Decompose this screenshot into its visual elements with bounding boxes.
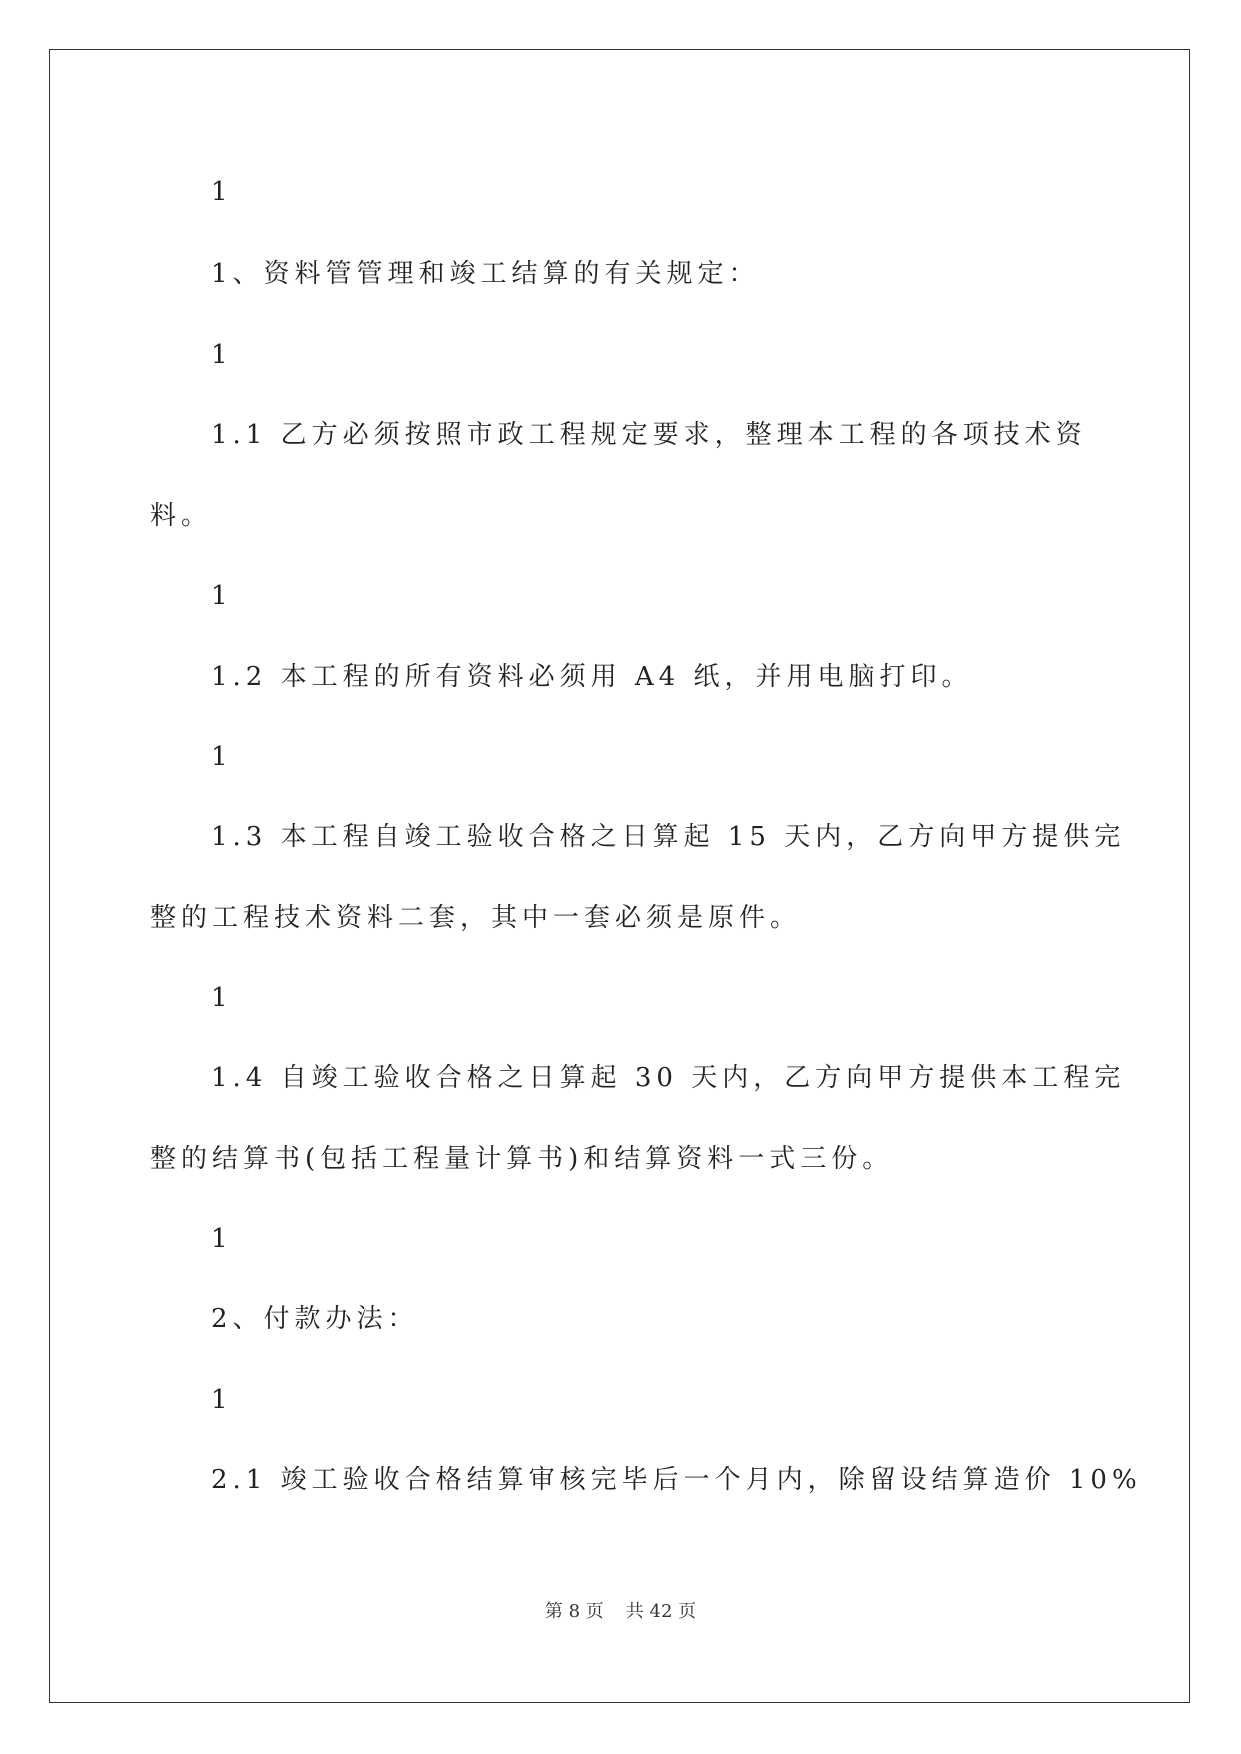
page-number-total: 共 42 页 bbox=[625, 1601, 697, 1622]
paragraph-text: 1.1 乙方必须按照市政工程规定要求，整理本工程的各项技术资 bbox=[211, 420, 1087, 450]
page-footer bbox=[0, 1600, 1241, 1624]
paragraph-marker: 1 bbox=[211, 177, 233, 207]
paragraph-text: 整的结算书(包括工程量计算书)和结算资料一式三份。 bbox=[150, 1144, 894, 1174]
paragraph-text: 1.4 自竣工验收合格之日算起 30 天内，乙方向甲方提供本工程完 bbox=[211, 1063, 1126, 1093]
paragraph-marker: 1 bbox=[211, 1224, 233, 1254]
page-number-current: 第 8 页 bbox=[544, 1601, 604, 1622]
section-heading: 1、资料管管理和竣工结算的有关规定： bbox=[211, 259, 760, 289]
paragraph-text: 1.3 本工程自竣工验收合格之日算起 15 天内，乙方向甲方提供完 bbox=[211, 822, 1126, 852]
paragraph-marker: 1 bbox=[211, 1385, 233, 1415]
page-border bbox=[49, 49, 1190, 1703]
paragraph-text: 2.1 竣工验收合格结算审核完毕后一个月内，除留设结算造价 10% bbox=[211, 1465, 1142, 1495]
section-heading: 2、付款办法： bbox=[211, 1304, 419, 1334]
paragraph-marker: 1 bbox=[211, 742, 233, 772]
paragraph-text: 整的工程技术资料二套，其中一套必须是原件。 bbox=[150, 903, 802, 933]
paragraph-marker: 1 bbox=[211, 340, 233, 370]
paragraph-text: 1.2 本工程的所有资料必须用 A4 纸，并用电脑打印。 bbox=[211, 662, 973, 692]
paragraph-text: 料。 bbox=[150, 501, 213, 531]
paragraph-marker: 1 bbox=[211, 581, 233, 611]
paragraph-marker: 1 bbox=[211, 983, 233, 1013]
